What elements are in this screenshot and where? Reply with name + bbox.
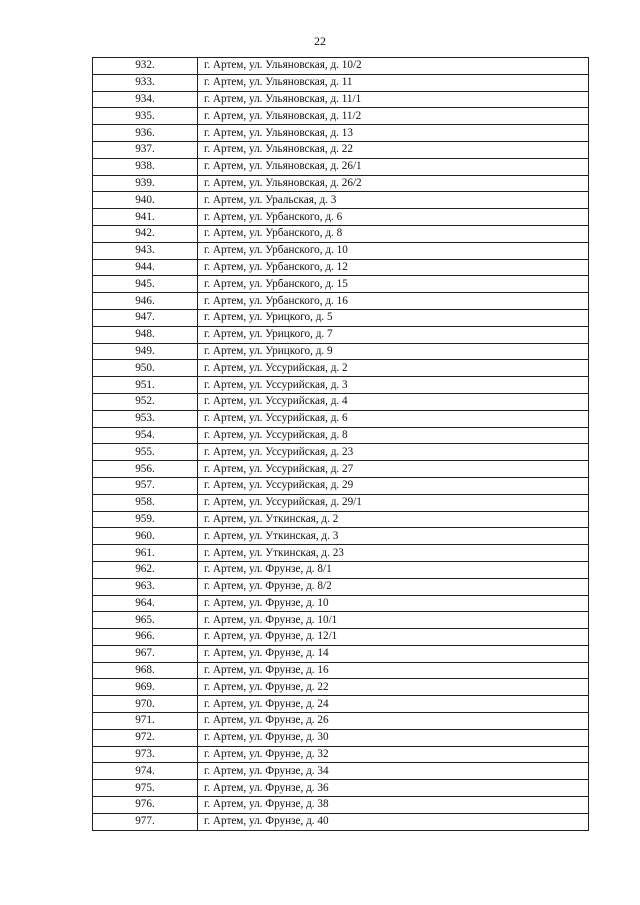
row-number: 947.: [93, 309, 198, 326]
row-number: 963.: [93, 578, 198, 595]
address-cell: г. Артем, ул. Урицкого, д. 9: [198, 343, 589, 360]
table-row: [93, 729, 589, 746]
row-number: 936.: [93, 125, 198, 142]
table-row: [93, 511, 589, 528]
table-row: [93, 645, 589, 662]
table-row: [93, 74, 589, 91]
address-cell: г. Артем, ул. Фрунзе, д. 26: [198, 713, 589, 730]
address-cell: г. Артем, ул. Ульяновская, д. 11/2: [198, 108, 589, 125]
address-table: [92, 57, 589, 831]
address-cell: г. Артем, ул. Уссурийская, д. 27: [198, 461, 589, 478]
table-row: [93, 410, 589, 427]
row-number: 970.: [93, 696, 198, 713]
row-number: 965.: [93, 612, 198, 629]
row-number: 934.: [93, 91, 198, 108]
table-row: [93, 780, 589, 797]
address-cell: г. Артем, ул. Уссурийская, д. 2: [198, 360, 589, 377]
table-row: [93, 91, 589, 108]
address-cell: г. Артем, ул. Ульяновская, д. 22: [198, 141, 589, 158]
address-cell: г. Артем, ул. Урбанского, д. 16: [198, 293, 589, 310]
table-row: [93, 763, 589, 780]
table-row: [93, 393, 589, 410]
row-number: 941.: [93, 209, 198, 226]
row-number: 937.: [93, 141, 198, 158]
address-cell: г. Артем, ул. Уссурийская, д. 29: [198, 477, 589, 494]
table-row: [93, 444, 589, 461]
table-row: [93, 108, 589, 125]
row-number: 952.: [93, 393, 198, 410]
address-cell: г. Артем, ул. Уткинская, д. 3: [198, 528, 589, 545]
table-row: [93, 797, 589, 814]
table-row: [93, 713, 589, 730]
table-row: [93, 813, 589, 830]
row-number: 961.: [93, 545, 198, 562]
address-cell: г. Артем, ул. Уральская, д. 3: [198, 192, 589, 209]
row-number: 944.: [93, 259, 198, 276]
address-cell: г. Артем, ул. Фрунзе, д. 38: [198, 797, 589, 814]
address-cell: г. Артем, ул. Урбанского, д. 6: [198, 209, 589, 226]
table-row: [93, 360, 589, 377]
table-row: [93, 629, 589, 646]
address-cell: г. Артем, ул. Уссурийская, д. 29/1: [198, 494, 589, 511]
address-cell: г. Артем, ул. Фрунзе, д. 10/1: [198, 612, 589, 629]
address-cell: г. Артем, ул. Фрунзе, д. 32: [198, 746, 589, 763]
address-cell: г. Артем, ул. Уткинская, д. 2: [198, 511, 589, 528]
address-cell: г. Артем, ул. Фрунзе, д. 22: [198, 679, 589, 696]
address-cell: г. Артем, ул. Ульяновская, д. 10/2: [198, 58, 589, 75]
row-number: 972.: [93, 729, 198, 746]
row-number: 971.: [93, 713, 198, 730]
address-cell: г. Артем, ул. Уссурийская, д. 3: [198, 377, 589, 394]
address-cell: г. Артем, ул. Уссурийская, д. 23: [198, 444, 589, 461]
address-cell: г. Артем, ул. Фрунзе, д. 8/1: [198, 561, 589, 578]
row-number: 955.: [93, 444, 198, 461]
address-cell: г. Артем, ул. Уссурийская, д. 6: [198, 410, 589, 427]
table-row: [93, 662, 589, 679]
address-cell: г. Артем, ул. Урбанского, д. 15: [198, 276, 589, 293]
address-cell: г. Артем, ул. Ульяновская, д. 26/2: [198, 175, 589, 192]
table-row: [93, 209, 589, 226]
row-number: 967.: [93, 645, 198, 662]
address-cell: г. Артем, ул. Фрунзе, д. 34: [198, 763, 589, 780]
address-cell: г. Артем, ул. Урбанского, д. 8: [198, 225, 589, 242]
address-cell: г. Артем, ул. Фрунзе, д. 10: [198, 595, 589, 612]
table-row: [93, 595, 589, 612]
address-cell: г. Артем, ул. Фрунзе, д. 36: [198, 780, 589, 797]
row-number: 969.: [93, 679, 198, 696]
row-number: 975.: [93, 780, 198, 797]
row-number: 940.: [93, 192, 198, 209]
row-number: 938.: [93, 158, 198, 175]
page-number: 22: [314, 34, 326, 48]
address-cell: г. Артем, ул. Уссурийская, д. 8: [198, 427, 589, 444]
table-row: [93, 528, 589, 545]
table-row: [93, 58, 589, 75]
table-row: [93, 276, 589, 293]
table-row: [93, 326, 589, 343]
row-number: 964.: [93, 595, 198, 612]
address-cell: г. Артем, ул. Фрунзе, д. 14: [198, 645, 589, 662]
row-number: 946.: [93, 293, 198, 310]
row-number: 977.: [93, 813, 198, 830]
row-number: 945.: [93, 276, 198, 293]
address-cell: г. Артем, ул. Ульяновская, д. 11/1: [198, 91, 589, 108]
table-row: [93, 175, 589, 192]
row-number: 976.: [93, 797, 198, 814]
table-row: [93, 561, 589, 578]
row-number: 943.: [93, 242, 198, 259]
table-row: [93, 746, 589, 763]
address-cell: г. Артем, ул. Ульяновская, д. 26/1: [198, 158, 589, 175]
address-cell: г. Артем, ул. Урицкого, д. 7: [198, 326, 589, 343]
table-row: [93, 477, 589, 494]
row-number: 933.: [93, 74, 198, 91]
row-number: 960.: [93, 528, 198, 545]
address-cell: г. Артем, ул. Ульяновская, д. 11: [198, 74, 589, 91]
table-row: [93, 494, 589, 511]
row-number: 949.: [93, 343, 198, 360]
row-number: 932.: [93, 58, 198, 75]
address-cell: г. Артем, ул. Фрунзе, д. 12/1: [198, 629, 589, 646]
table-row: [93, 679, 589, 696]
row-number: 956.: [93, 461, 198, 478]
row-number: 966.: [93, 629, 198, 646]
address-cell: г. Артем, ул. Ульяновская, д. 13: [198, 125, 589, 142]
row-number: 973.: [93, 746, 198, 763]
address-cell: г. Артем, ул. Уткинская, д. 23: [198, 545, 589, 562]
address-cell: г. Артем, ул. Фрунзе, д. 40: [198, 813, 589, 830]
table-row: [93, 158, 589, 175]
address-cell: г. Артем, ул. Уссурийская, д. 4: [198, 393, 589, 410]
table-row: [93, 125, 589, 142]
table-row: [93, 259, 589, 276]
address-table-body: [93, 58, 589, 831]
table-row: [93, 612, 589, 629]
row-number: 939.: [93, 175, 198, 192]
row-number: 942.: [93, 225, 198, 242]
row-number: 974.: [93, 763, 198, 780]
address-cell: г. Артем, ул. Фрунзе, д. 30: [198, 729, 589, 746]
row-number: 935.: [93, 108, 198, 125]
row-number: 958.: [93, 494, 198, 511]
table-row: [93, 309, 589, 326]
address-cell: г. Артем, ул. Фрунзе, д. 8/2: [198, 578, 589, 595]
address-cell: г. Артем, ул. Урицкого, д. 5: [198, 309, 589, 326]
table-row: [93, 545, 589, 562]
table-row: [93, 427, 589, 444]
row-number: 968.: [93, 662, 198, 679]
table-row: [93, 242, 589, 259]
row-number: 962.: [93, 561, 198, 578]
table-row: [93, 377, 589, 394]
row-number: 954.: [93, 427, 198, 444]
row-number: 948.: [93, 326, 198, 343]
row-number: 953.: [93, 410, 198, 427]
row-number: 950.: [93, 360, 198, 377]
row-number: 951.: [93, 377, 198, 394]
table-row: [93, 696, 589, 713]
row-number: 957.: [93, 477, 198, 494]
table-row: [93, 192, 589, 209]
table-row: [93, 293, 589, 310]
address-cell: г. Артем, ул. Фрунзе, д. 24: [198, 696, 589, 713]
table-row: [93, 343, 589, 360]
row-number: 959.: [93, 511, 198, 528]
table-row: [93, 578, 589, 595]
address-cell: г. Артем, ул. Урбанского, д. 12: [198, 259, 589, 276]
table-row: [93, 141, 589, 158]
address-cell: г. Артем, ул. Урбанского, д. 10: [198, 242, 589, 259]
table-row: [93, 461, 589, 478]
address-cell: г. Артем, ул. Фрунзе, д. 16: [198, 662, 589, 679]
table-row: [93, 225, 589, 242]
